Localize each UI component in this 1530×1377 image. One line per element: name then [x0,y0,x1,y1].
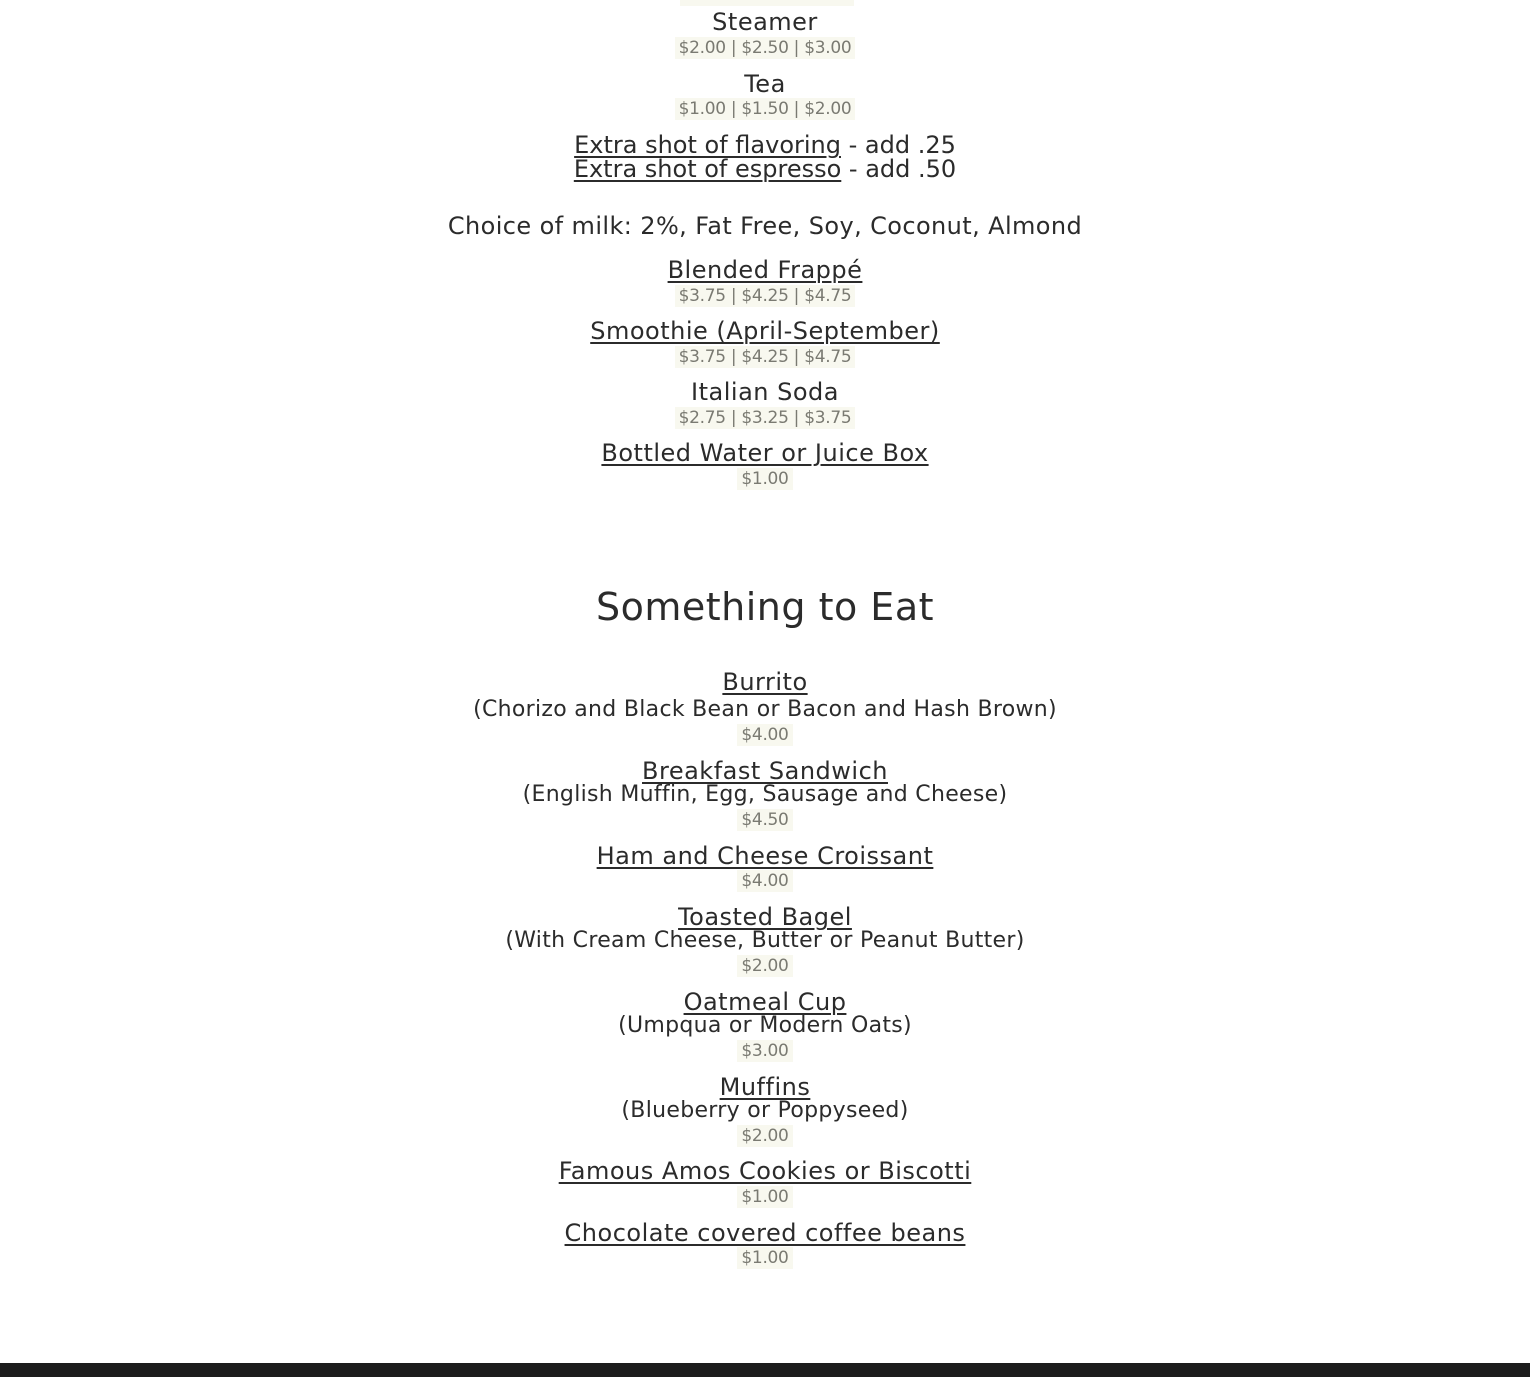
item-description: (Umpqua or Modern Oats) [618,1013,912,1038]
price-row [0,724,1530,746]
item-description: (Blueberry or Poppyseed) [621,1098,909,1123]
item-price: $3.75 | $4.25 | $4.75 [675,346,856,368]
section-heading [0,585,1530,629]
item-price: $1.00 [737,468,792,490]
item-name: Oatmeal Cup [683,988,847,1016]
price-row [0,285,1530,307]
menu-item-frappe [0,256,1530,284]
item-price: $2.00 [737,955,792,977]
item-price: $2.75 | $3.25 | $3.75 [675,407,856,429]
item-name: Toasted Bagel [678,903,852,931]
item-price: $2.00 | $2.50 | $3.00 [675,37,856,59]
menu-item-water [0,439,1530,467]
item-name: Italian Soda [691,378,839,406]
description-row [0,782,1530,807]
item-name: Chocolate covered coffee beans [564,1219,966,1247]
milk-choices [0,212,1530,240]
item-price: $1.00 [737,1186,792,1208]
menu-item-smoothie [0,317,1530,345]
menu-item-coffee-beans [0,1219,1530,1247]
item-price: $3.00 [737,1040,792,1062]
section-title: Something to Eat [595,585,934,629]
description-row [0,697,1530,722]
price-row [0,955,1530,977]
item-price: $3.75 | $4.25 | $4.75 [675,285,856,307]
addon-price: - add .25 [840,131,956,159]
item-name: Tea [744,70,786,98]
description-row [0,928,1530,953]
menu-item-bagel [0,903,1530,931]
price-row [0,1247,1530,1269]
price-row [0,98,1530,120]
item-price: $1.00 | $1.50 | $2.00 [675,98,856,120]
menu-item-tea [0,70,1530,98]
item-name: Steamer [712,8,818,36]
addon-name: Extra shot of flavoring [574,131,841,159]
item-name: Burrito [722,668,808,696]
item-name: Ham and Cheese Croissant [596,842,934,870]
item-description: (English Muffin, Egg, Sausage and Cheese) [522,782,1008,807]
item-name: Bottled Water or Juice Box [601,439,929,467]
menu-item-cookies [0,1157,1530,1185]
price-row [0,468,1530,490]
menu-item-oatmeal [0,988,1530,1016]
price-row [0,407,1530,429]
item-price: $4.50 [737,809,792,831]
item-price: $1.00 [737,1247,792,1269]
item-name: Famous Amos Cookies or Biscotti [558,1157,972,1185]
addon-price: - add .50 [841,155,957,183]
item-name: Breakfast Sandwich [642,757,888,785]
addon-espresso [0,155,1530,183]
item-name: Muffins [719,1073,811,1101]
item-price: $4.00 [737,870,792,892]
price-row [0,809,1530,831]
footer-bar [0,1363,1530,1377]
price-row [0,870,1530,892]
menu-item-croissant [0,842,1530,870]
description-row [0,1098,1530,1123]
price-row [0,37,1530,59]
price-row [0,1186,1530,1208]
menu-item-breakfast-sandwich [0,757,1530,785]
addon-name: Extra shot of espresso [573,155,842,183]
description-row [0,1013,1530,1038]
previous-price-highlight [680,0,854,6]
item-description: (With Cream Cheese, Butter or Peanut Butter) [505,928,1025,953]
price-row [0,1040,1530,1062]
milk-choices-text: Choice of milk: 2%, Fat Free, Soy, Coconut, Almond [447,212,1083,240]
price-row [0,346,1530,368]
item-name: Blended Frappé [667,256,863,284]
item-price: $4.00 [737,724,792,746]
menu-item-burrito [0,668,1530,696]
item-description: (Chorizo and Black Bean or Bacon and Hash Brown) [473,697,1057,722]
menu-item-italian-soda [0,378,1530,406]
menu-item-steamer [0,8,1530,36]
item-price: $2.00 [737,1125,792,1147]
price-row [0,1125,1530,1147]
item-name: Smoothie (April-September) [590,317,940,345]
menu-item-muffins [0,1073,1530,1101]
